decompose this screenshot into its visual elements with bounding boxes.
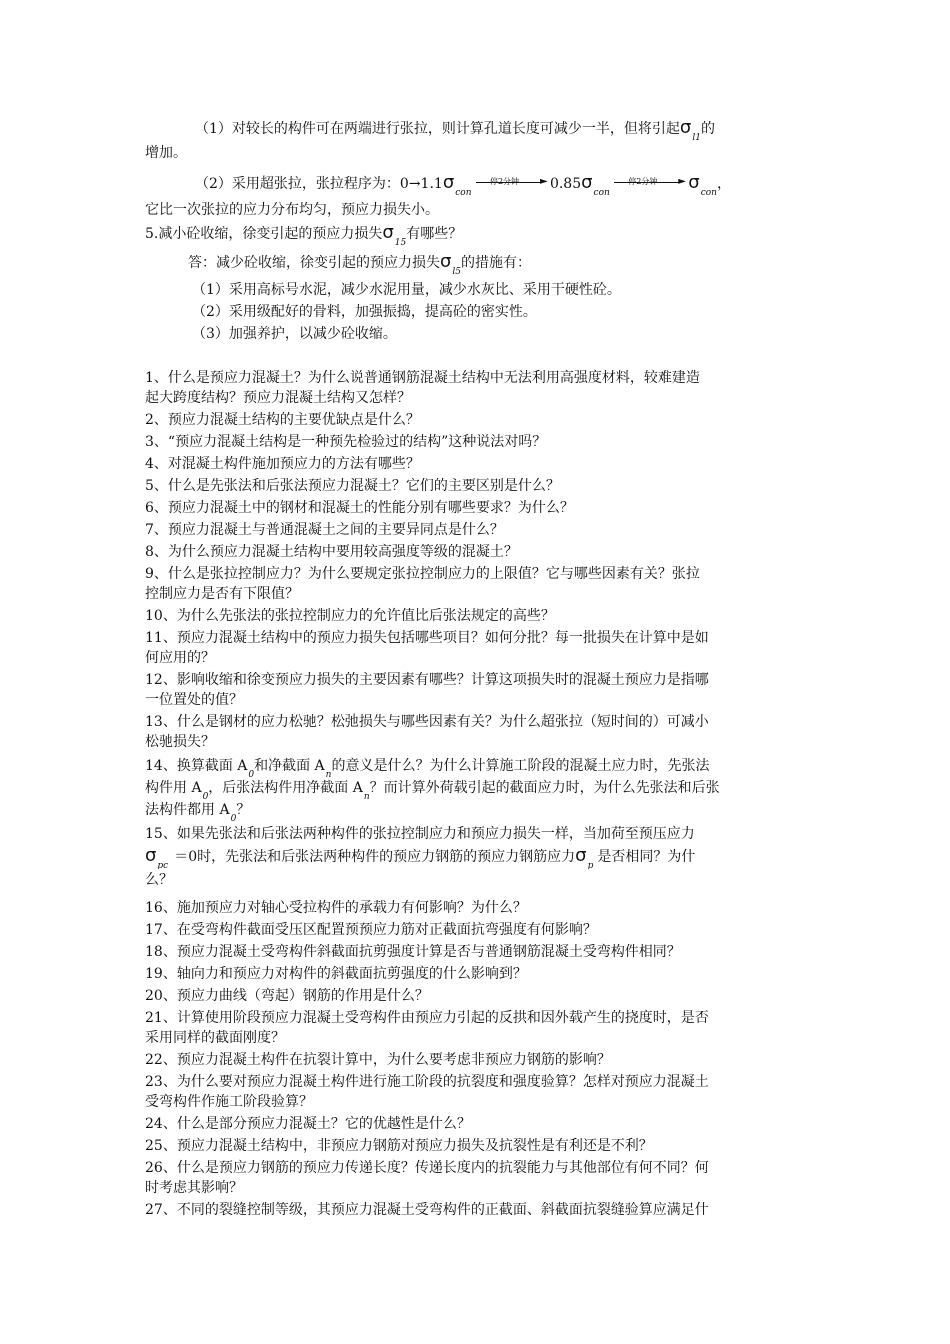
q14-text: 构件用 A — [145, 780, 202, 796]
question-14-line-1 — [145, 756, 810, 778]
question-line: 1、什么是预应力混凝土？为什么说普通钢筋混凝土结构中无法利用高强度材料，较难建造 — [145, 370, 700, 386]
intro-line-2 — [145, 143, 810, 163]
question-15-line-3: 么？ — [145, 872, 173, 888]
question-line: 27、不同的裂缝控制等级，其预应力混凝土受弯构件的正截面、斜截面抗裂缝验算应满足什 — [145, 1202, 709, 1218]
q14-text: 法构件都用 A — [145, 802, 230, 818]
intro-line-4 — [145, 200, 810, 220]
question-line: 2、预应力混凝土结构的主要优缺点是什么？ — [145, 412, 420, 428]
sigma-subscript: l5 — [452, 267, 462, 275]
sigma-symbol: σ — [688, 173, 700, 193]
question-line: 6、预应力混凝土中的钢材和混凝土的性能分别有哪些要求？为什么？ — [145, 500, 574, 516]
question-line: 受弯构件作施工阶段验算？ — [145, 1094, 313, 1110]
question-line: 19、轴向力和预应力对构件的斜截面抗剪强度的什么影响到？ — [145, 966, 527, 982]
sigma-subscript: con — [455, 188, 472, 196]
arrow-icon: ► — [614, 177, 688, 191]
question-line: 3、“预应力混凝土结构是一种预先检验过的结构”这种说法对吗？ — [145, 434, 547, 450]
intro-text: ， — [716, 176, 731, 192]
intro-text: 答：减少砼收缩，徐变引起的预应力损失 — [188, 255, 440, 271]
intro-text: （1）对较长的构件可在两端进行张拉，则计算孔道长度可减少一半，但将引起 — [195, 121, 680, 137]
q14-text: ？ — [236, 802, 251, 818]
question-line: 17、在受弯构件截面受压区配置预预应力筋对正截面抗弯强度有何影响？ — [145, 922, 597, 938]
question-line: 18、预应力混凝土受弯构件斜截面抗剪强度计算是否与普通钢筋混凝土受弯构件相同？ — [145, 944, 681, 960]
q14-text: ，后张法构件用净截面 A — [208, 780, 363, 796]
intro-line-1 — [195, 118, 810, 141]
intro-text: 0.85 — [549, 176, 582, 192]
sigma-subscript: pc — [157, 861, 169, 869]
q15-text: ＝0时，先张法和后张法两种构件的预应力钢筋的预应力钢筋应力 — [174, 849, 576, 865]
question-line: 20、预应力曲线（弯起）钢筋的作用是什么？ — [145, 988, 429, 1004]
intro-line-5 — [145, 223, 810, 246]
intro-text: 它比一次张拉的应力分布均匀，预应力损失小。 — [145, 202, 439, 218]
question-line: 12、影响收缩和徐变预应力损失的主要因素有哪些？计算这项损失时的混凝土预应力是指哪 — [145, 672, 709, 688]
question-line: 何应用的？ — [145, 650, 215, 666]
question-line: 4、对混凝土构件施加预应力的方法有哪些？ — [145, 456, 420, 472]
question-line: 24、什么是部分预应力混凝土？它的优越性是什么？ — [145, 1116, 471, 1132]
question-line: 控制应力是否有下限值？ — [145, 586, 299, 602]
question-line: 松驰损失？ — [145, 734, 215, 750]
question-line: 9、什么是张拉控制应力？为什么要规定张拉控制应力的上限值？它与哪些因素有关？张拉 — [145, 566, 700, 582]
question-line: 11、预应力混凝土结构中的预应力损失包括哪些项目？如何分批？每一批损失在计算中是如 — [145, 630, 709, 646]
intro-text: 的 — [700, 121, 715, 137]
question-line: 21、计算使用阶段预应力混凝土受弯构件由预应力引起的反拱和因外载产生的挠度时，是否 — [145, 1010, 709, 1026]
question-line: 时考虑其影响？ — [145, 1180, 243, 1196]
q14-text: 和净截面 A — [254, 758, 325, 774]
intro-text: （1）采用高标号水泥，减少水泥用量，减少水灰比、采用干硬性砼。 — [192, 282, 621, 298]
question-line: 23、为什么要对预应力混凝土构件进行施工阶段的抗裂度和强度验算？怎样对预应力混凝土 — [145, 1074, 709, 1090]
sigma-subscript: con — [593, 188, 610, 196]
intro-line-6 — [188, 252, 810, 275]
intro-text: 5.减小砼收缩，徐变引起的预应力损失 — [145, 226, 383, 242]
sigma-symbol: σ — [581, 173, 593, 193]
sigma-symbol: σ — [575, 846, 587, 866]
intro-text: 的措施有： — [461, 255, 532, 271]
question-line: 25、预应力混凝土结构中，非预应力钢筋对预应力损失及抗裂性是有利还是不利？ — [145, 1138, 653, 1154]
question-14-line-2 — [145, 778, 810, 800]
intro-line-3 — [195, 173, 810, 196]
q14-subscript: 0 — [248, 770, 255, 778]
arrow-icon: ► — [476, 177, 550, 191]
question-line: 采用同样的截面刚度？ — [145, 1030, 285, 1046]
intro-line-9 — [192, 324, 810, 344]
question-line: 起大跨度结构？预应力混凝土结构又怎样？ — [145, 390, 411, 406]
intro-text: （3）加强养护，以减少砼收缩。 — [192, 326, 397, 342]
intro-text: 增加。 — [145, 145, 187, 161]
question-line: 5、什么是先张法和后张法预应力混凝土？它们的主要区别是什么？ — [145, 478, 560, 494]
question-line: 13、什么是钢材的应力松驰？松弛损失与哪些因素有关？为什么超张拉（短时间的）可减小 — [145, 714, 709, 730]
intro-line-7 — [192, 280, 810, 300]
question-line: 一位置处的值？ — [145, 692, 243, 708]
sigma-symbol: σ — [440, 252, 452, 272]
question-line: 7、预应力混凝土与普通混凝土之间的主要异同点是什么？ — [145, 522, 504, 538]
q14-text: ？而计算外荷载引起的截面应力时，为什么先张法和后张 — [369, 780, 720, 796]
q14-text: 的意义是什么？为什么计算施工阶段的混凝土应力时，先张法 — [331, 758, 710, 774]
sigma-subscript: l1 — [692, 133, 701, 141]
sigma-symbol: σ — [679, 118, 692, 138]
q14-subscript: 0 — [202, 792, 209, 800]
q14-subscript: n — [363, 792, 370, 800]
q14-subscript: 0 — [230, 814, 237, 822]
q15-text: 是否相同？为什 — [597, 849, 696, 865]
sigma-subscript: p — [587, 861, 594, 869]
question-line: 8、为什么预应力混凝土结构中要用较高强度等级的混凝土？ — [145, 544, 518, 560]
question-15-line-2 — [145, 846, 810, 869]
sigma-subscript: 15 — [394, 238, 407, 246]
intro-text: （2）采用超张拉，张拉程序为：0→1.1 — [195, 176, 443, 192]
sigma-symbol: σ — [442, 173, 455, 193]
sigma-symbol: σ — [382, 223, 394, 243]
sigma-symbol: σ — [145, 846, 157, 866]
question-line: 26、什么是预应力钢筋的预应力传递长度？传递长度内的抗裂能力与其他部位有何不同？何 — [145, 1160, 709, 1176]
question-14-line-3 — [145, 800, 810, 822]
question-line: 22、预应力混凝土构件在抗裂计算中，为什么要考虑非预应力钢筋的影响？ — [145, 1052, 611, 1068]
intro-text: （2）采用级配好的骨料，加强振捣，提高砼的密实性。 — [192, 304, 537, 320]
q14-subscript: n — [325, 770, 332, 778]
question-15-line-1: 15、如果先张法和后张法两种构件的张拉控制应力和预应力损失一样，当加荷至预压应力 — [145, 826, 695, 842]
question-line: 10、为什么先张法的张拉控制应力的允许值比后张法规定的高些？ — [145, 608, 555, 624]
intro-text: 有哪些？ — [406, 226, 463, 242]
q14-text: 14、换算截面 A — [145, 758, 248, 774]
sigma-subscript: con — [700, 188, 717, 196]
intro-line-8 — [192, 302, 810, 322]
question-line: 16、施加预应力对轴心受拉构件的承载力有何影响？为什么？ — [145, 900, 527, 916]
